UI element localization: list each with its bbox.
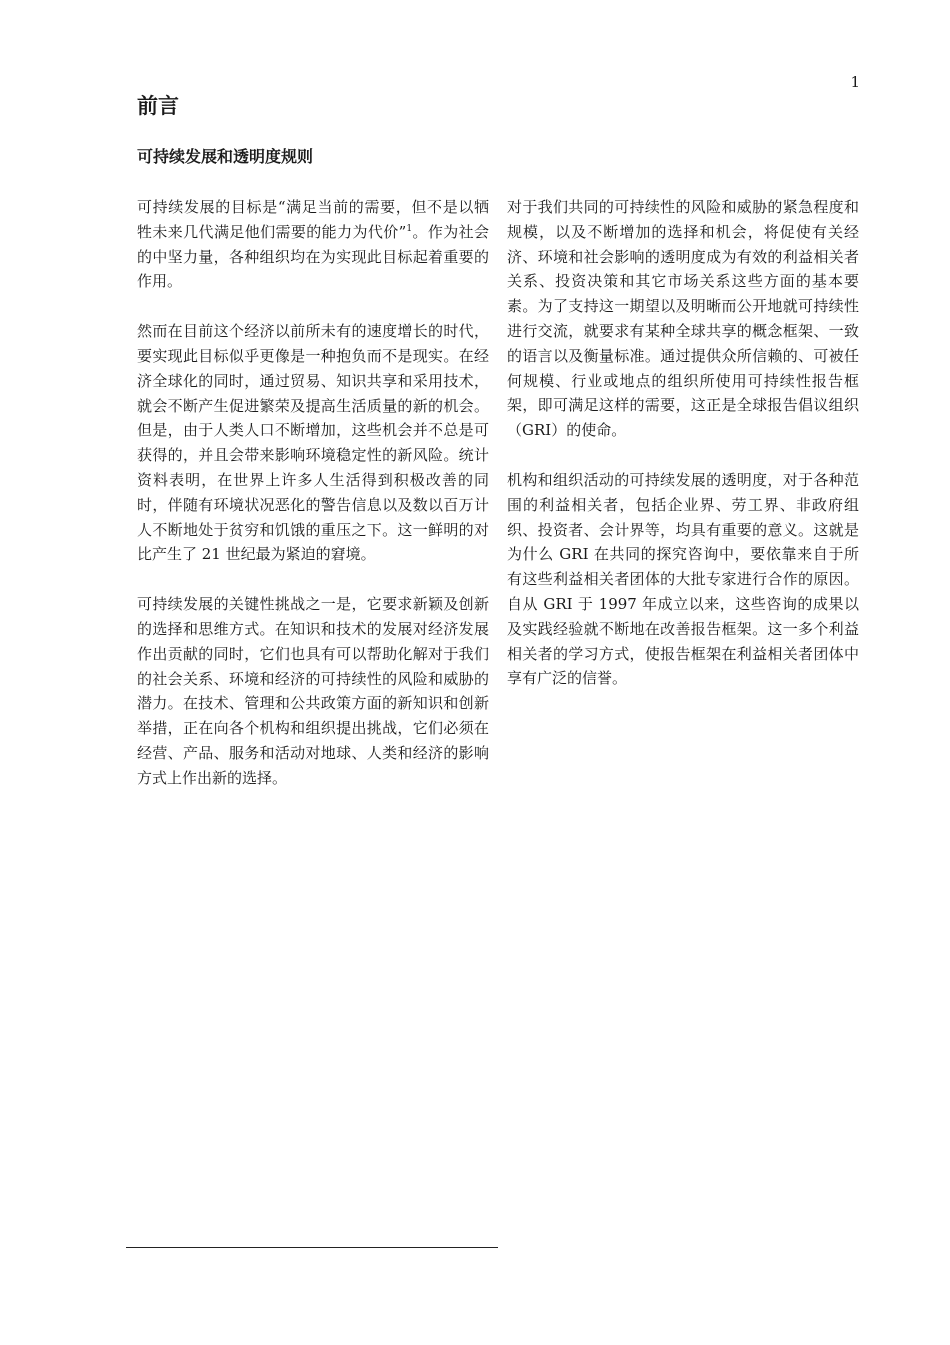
paragraph-3: 可持续发展的关键性挑战之一是，它要求新颖及创新的选择和思维方式。在知识和技术的发展对经济发展作出贡献的同时，它们也具有可以帮助化解对于我们的社会关系、环境和经济的可持续性的风险和威胁的潜力。在技术、管理和公共政策方面的新知识和创新举措，正在向各个机构和组织提出挑战，它们必须在经营、产品、服务和活动对地球、人类和经济的影响方式上作出新的选择。 (137, 595, 489, 787)
paragraph-2: 然而在目前这个经济以前所未有的速度增长的时代，要实现此目标似乎更像是一种抱负而不是现实。在经济全球化的同时，通过贸易、知识共享和采用技术，就会不断产生促进繁荣及提高生活质量的新的机会。但是，由于人类人口不断增加，这些机会并不总是可获得的，并且会带来影响环境稳定性的新风险。统计资料表明，在世界上许多人生活得到积极改善的同时，伴随有环境状况恶化的警告信息以及数以百万计人不断地处于贫穷和饥饿的重压之下。这一鲜明的对比产生了 21 世纪最为紧迫的窘境。 (137, 322, 489, 564)
page-number: 1 (850, 73, 860, 91)
paragraph-1-text: 可持续发展的目标是“满足当前的需要，但不是以牺牲未来几代满足他们需要的能力为代价” (137, 198, 489, 241)
page-title: 前言 (137, 93, 179, 118)
footnote-marker: 1 (406, 223, 413, 234)
left-column (137, 195, 489, 791)
paragraph-1-text-end: 。作为社会的中坚力量，各种组织均在为实现此目标起着重要的作用。 (137, 222, 489, 291)
section-title: 可持续发展和透明度规则 (137, 147, 314, 166)
paragraph-5: 机构和组织活动的可持续发展的透明度，对于各种范围的利益相关者，包括企业界、劳工界、非政府组织、投资者、会计界等，均具有重要的意义。这就是为什么 GRI 在共同的探究咨询中，要依靠来自于所有这些利益相关者团体的大批专家进行合作的原因。自从 GRI 于 1997 年成立以来，这些咨询的成果以及实践经验就不断地在改善报告框架。这一多个利益相关者的学习方式，使报告框架在利益相关者团体中享有广泛的信誉。 (507, 470, 859, 688)
right-column (507, 195, 859, 691)
paragraph-1 (137, 195, 489, 294)
footnote-divider (126, 1247, 498, 1248)
paragraph-4: 对于我们共同的可持续性的风险和威胁的紧急程度和规模，以及不断增加的选择和机会，将促使有关经济、环境和社会影响的透明度成为有效的利益相关者关系、投资决策和其它市场关系这些方面的基本要素。为了支持这一期望以及明晰而公开地就可持续性进行交流，就要求有某种全球共享的概念框架、一致的语言以及衡量标准。通过提供众所信赖的、可被任何规模、行业或地点的组织所使用可持续性报告框架，即可满足这样的需要，这正是全球报告倡议组织（GRI）的使命。 (507, 198, 859, 440)
